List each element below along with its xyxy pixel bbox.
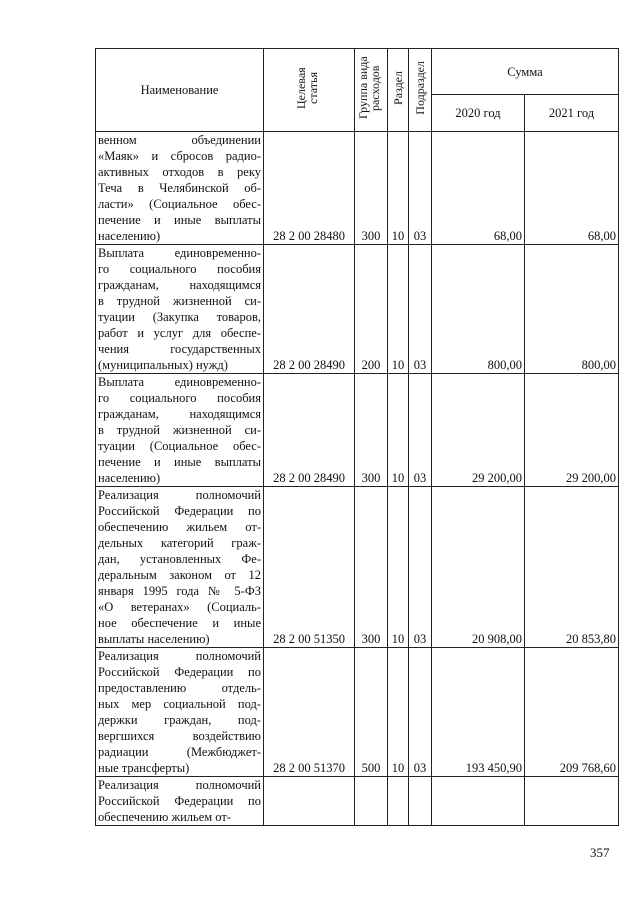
row-target-article: 28 2 00 51350 — [264, 487, 355, 648]
row-target-article: 28 2 00 28480 — [264, 132, 355, 245]
row-expense-group — [355, 777, 388, 826]
row-name-line: в трудной жизненной си- — [98, 294, 261, 308]
row-sum-2021: 209 768,60 — [525, 648, 619, 777]
row-expense-group: 300 — [355, 487, 388, 648]
row-name-line: Реализация полномочий — [98, 649, 261, 663]
row-name-line: Выплата единовременно- — [98, 246, 261, 260]
row-target-article: 28 2 00 28490 — [264, 245, 355, 374]
row-name-line: выплаты населению) — [98, 632, 210, 646]
row-sum-2020 — [432, 777, 525, 826]
row-name-line: «Маяк» и сбросов радио- — [98, 149, 261, 163]
row-name-line: ное обеспечение и иные — [98, 616, 261, 630]
row-target-article — [264, 777, 355, 826]
row-name-line: деральным законом от 12 — [98, 568, 261, 582]
row-section: 10 — [388, 132, 409, 245]
row-sum-2020: 193 450,90 — [432, 648, 525, 777]
row-name-line: обеспечению жильем от- — [98, 520, 261, 534]
row-name — [96, 487, 264, 648]
row-name-line: печение и иные выплаты — [98, 213, 261, 227]
row-name-line: дельных категорий граж- — [98, 536, 261, 550]
row-name — [96, 132, 264, 245]
row-section — [388, 777, 409, 826]
row-name-line: гражданам, находящимся — [98, 278, 261, 292]
row-sum-2021: 29 200,00 — [525, 374, 619, 487]
row-name-line: «О ветеранах» (Социаль- — [98, 600, 261, 614]
row-target-article: 28 2 00 51370 — [264, 648, 355, 777]
row-subsection: 03 — [409, 245, 432, 374]
row-name-line: чения государственных — [98, 342, 261, 356]
row-name-line: Теча в Челябинской об- — [98, 181, 261, 195]
row-name-line: января 1995 года № 5-ФЗ — [98, 584, 261, 598]
row-name-line: предоставлению отдель- — [98, 681, 261, 695]
row-name-line: дан, установленных Фе- — [98, 552, 261, 566]
table-row — [96, 648, 619, 777]
row-section: 10 — [388, 648, 409, 777]
row-name-line: радиации (Межбюджет- — [98, 745, 261, 759]
row-name-line: обеспечению жильем от- — [98, 810, 232, 824]
row-name-line: вергшихся воздействию — [98, 729, 261, 743]
row-name — [96, 374, 264, 487]
header-sum: Сумма — [432, 49, 619, 95]
row-section: 10 — [388, 487, 409, 648]
table-body — [96, 132, 619, 826]
row-name-line: гражданам, находящимся — [98, 407, 261, 421]
row-name-line: туации (Закупка товаров, — [98, 310, 261, 324]
header-expense-group: Группа вида расходов — [355, 49, 388, 132]
table-row — [96, 374, 619, 487]
row-name-line: печение и иные выплаты — [98, 455, 261, 469]
header-subsection: Подраздел — [409, 49, 432, 132]
page-number: 357 — [590, 845, 610, 860]
table-row — [96, 132, 619, 245]
row-expense-group: 300 — [355, 132, 388, 245]
row-sum-2021: 800,00 — [525, 245, 619, 374]
row-name-line: Российской Федерации по — [98, 794, 261, 808]
row-subsection: 03 — [409, 648, 432, 777]
row-expense-group: 200 — [355, 245, 388, 374]
row-subsection: 03 — [409, 487, 432, 648]
header-target-article: Целевая статья — [264, 49, 355, 132]
row-sum-2020: 20 908,00 — [432, 487, 525, 648]
row-name — [96, 245, 264, 374]
row-name-line: Реализация полномочий — [98, 488, 261, 502]
row-name-line: го социального пособия — [98, 262, 261, 276]
row-subsection — [409, 777, 432, 826]
row-section: 10 — [388, 245, 409, 374]
row-expense-group: 500 — [355, 648, 388, 777]
row-sum-2021: 68,00 — [525, 132, 619, 245]
budget-table — [95, 48, 619, 826]
table-row — [96, 777, 619, 826]
row-name-line: (муниципальных) нужд) — [98, 358, 228, 372]
row-subsection: 03 — [409, 132, 432, 245]
row-subsection: 03 — [409, 374, 432, 487]
row-name-line: ные трансферты) — [98, 761, 190, 775]
row-expense-group: 300 — [355, 374, 388, 487]
row-sum-2021: 20 853,80 — [525, 487, 619, 648]
row-sum-2021 — [525, 777, 619, 826]
row-sum-2020: 800,00 — [432, 245, 525, 374]
row-name-line: ласти» (Социальное обес- — [98, 197, 261, 211]
row-name-line: Реализация полномочий — [98, 778, 261, 792]
row-name-line: в трудной жизненной си- — [98, 423, 261, 437]
row-name-line: туации (Социальное обес- — [98, 439, 261, 453]
row-name — [96, 648, 264, 777]
row-name-line: активных отходов в реку — [98, 165, 261, 179]
row-target-article: 28 2 00 28490 — [264, 374, 355, 487]
row-sum-2020: 68,00 — [432, 132, 525, 245]
row-name-line: Выплата единовременно- — [98, 375, 261, 389]
row-name-line: венном объединении — [98, 133, 261, 147]
row-name-line: Российской Федерации по — [98, 504, 261, 518]
row-name-line: ных мер социальной под- — [98, 697, 261, 711]
row-name — [96, 777, 264, 826]
row-section: 10 — [388, 374, 409, 487]
header-section: Раздел — [388, 49, 409, 132]
header-year-2021: 2021 год — [525, 95, 619, 132]
row-name-line: населению) — [98, 471, 161, 485]
row-name-line: населению) — [98, 229, 161, 243]
row-name-line: держки граждан, под- — [98, 713, 261, 727]
header-year-2020: 2020 год — [432, 95, 525, 132]
header-name: Наименование — [96, 49, 264, 132]
row-name-line: Российской Федерации по — [98, 665, 261, 679]
row-name-line: работ и услуг для обеспе- — [98, 326, 261, 340]
row-name-line: го социального пособия — [98, 391, 261, 405]
table-row — [96, 487, 619, 648]
row-sum-2020: 29 200,00 — [432, 374, 525, 487]
table-row — [96, 245, 619, 374]
